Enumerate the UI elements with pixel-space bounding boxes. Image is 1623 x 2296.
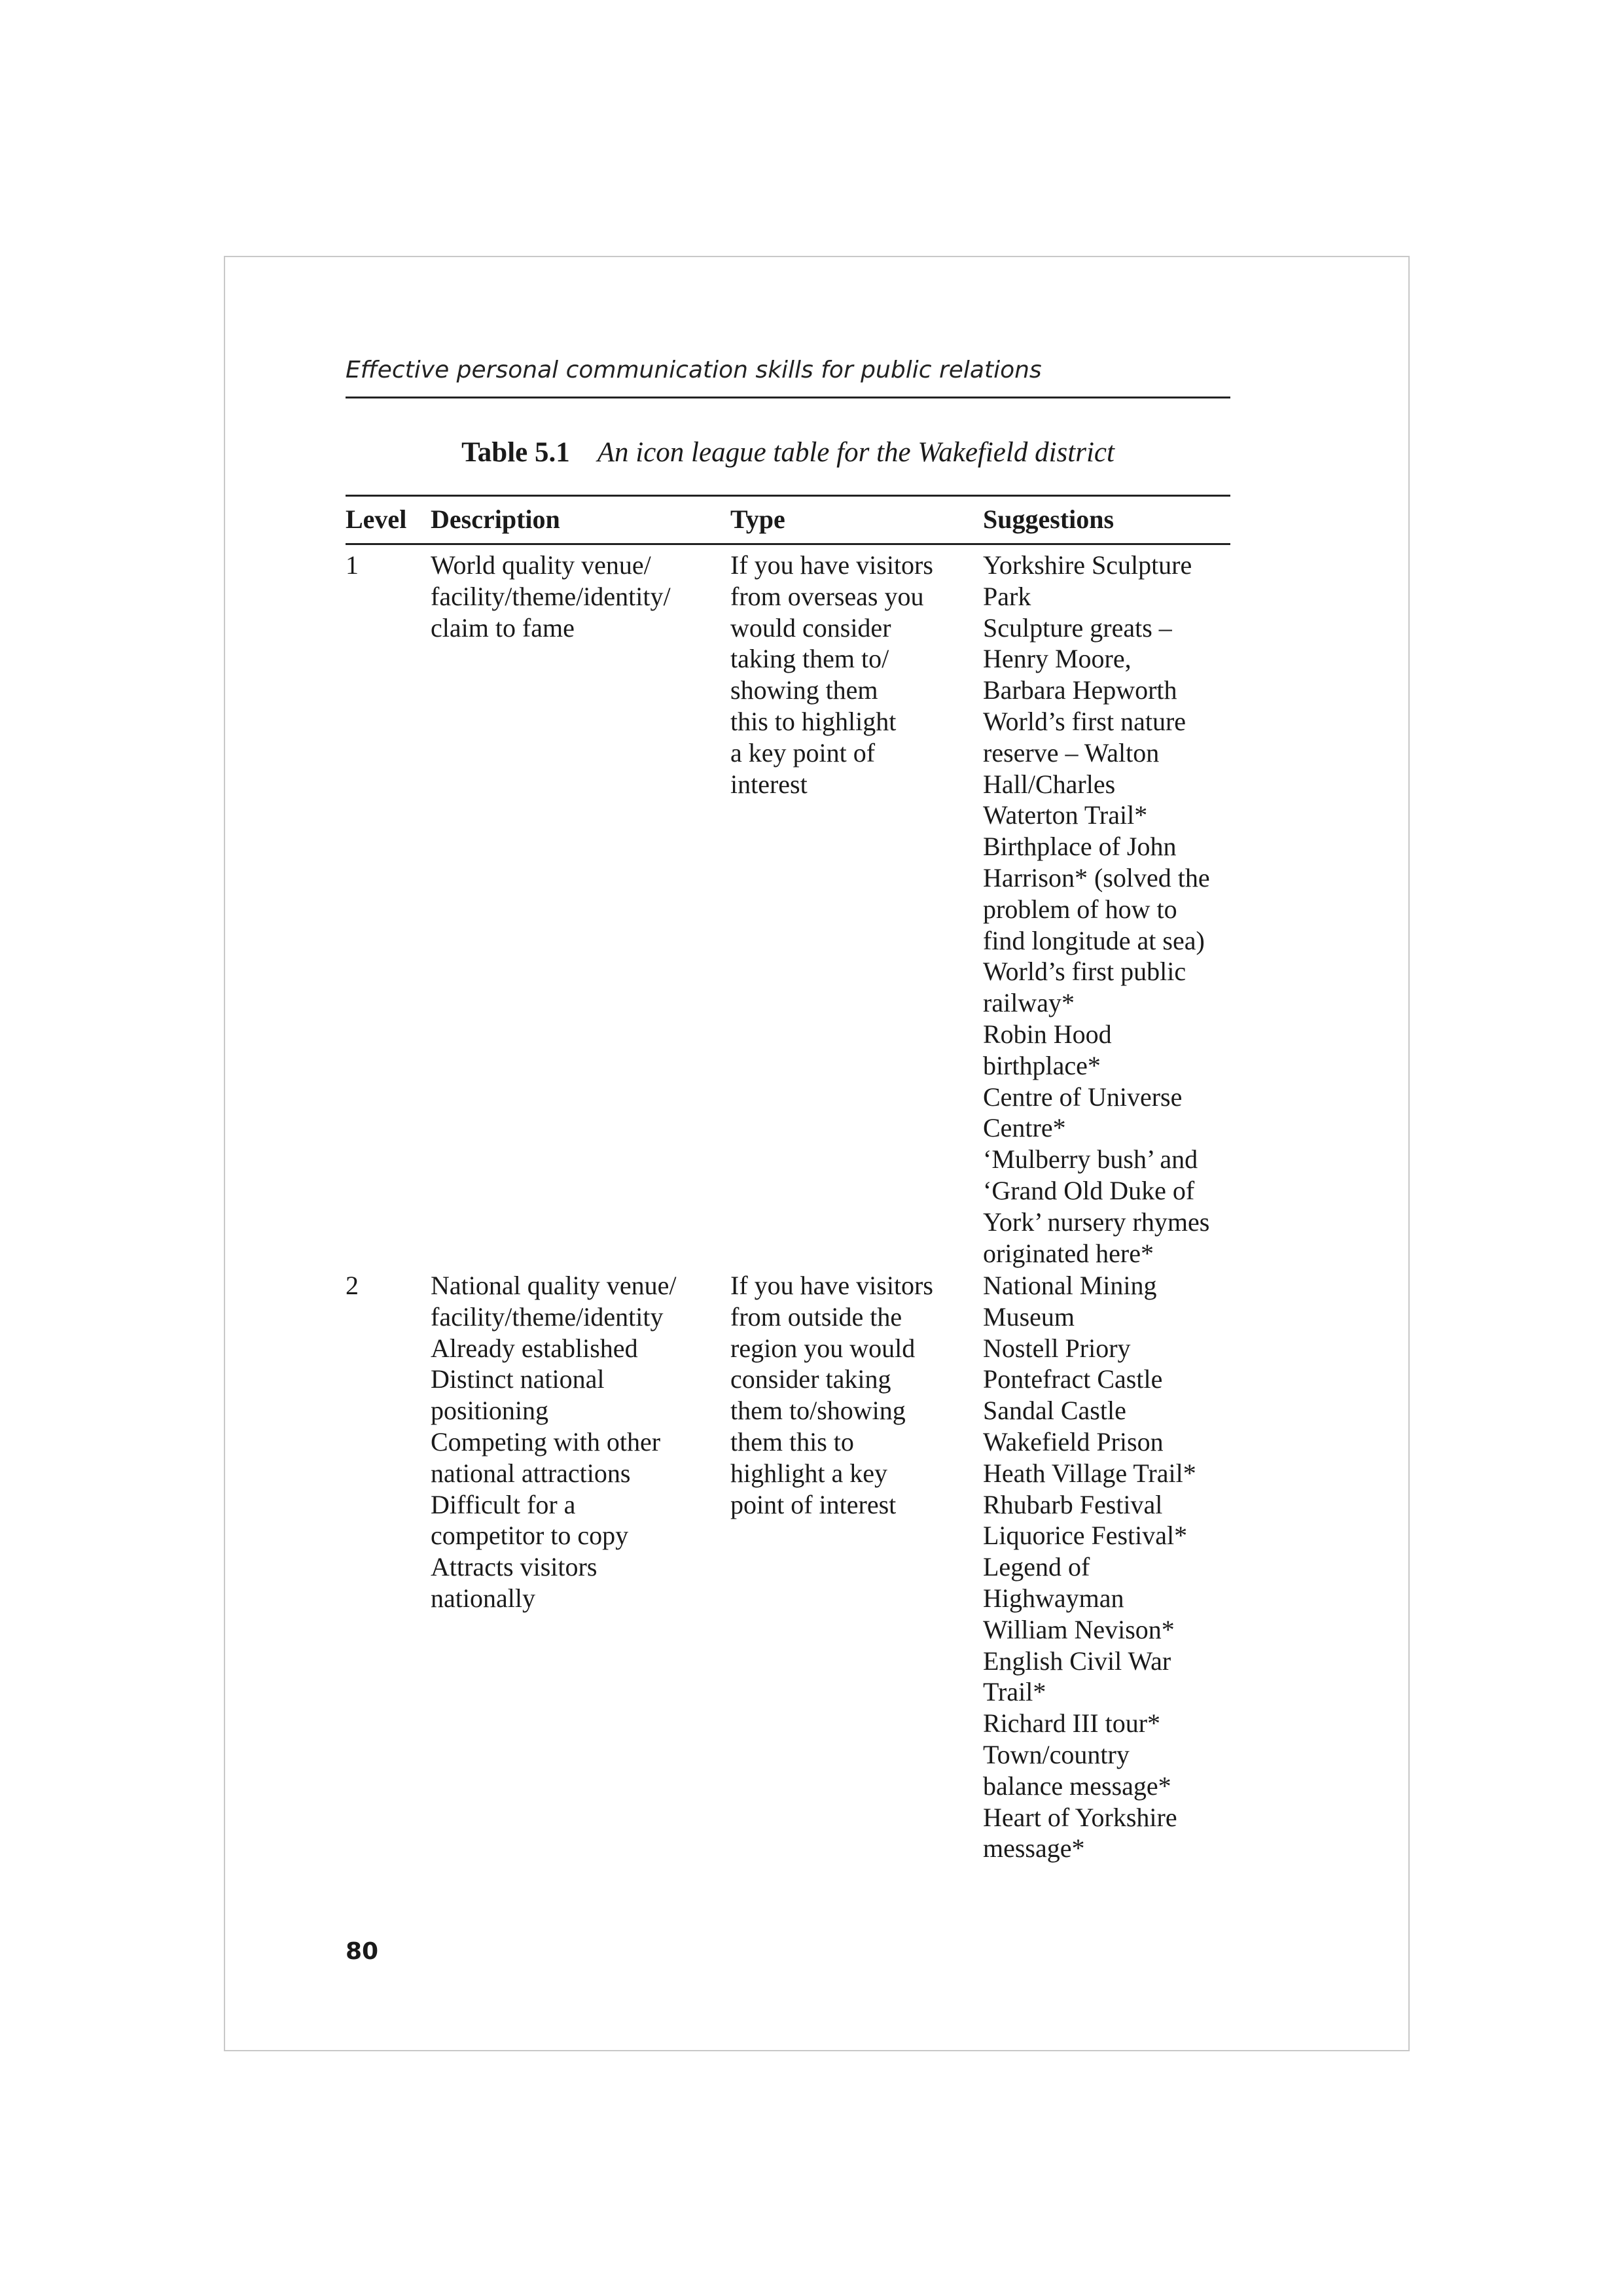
table-caption-title: An icon league table for the Wakefield district [597, 437, 1115, 468]
header-rule [346, 397, 1230, 398]
row-2-type: If you have visitors from outside the region you would consider taking them to/showing them this to highlight a key point of interest [730, 1271, 933, 1519]
row-2-level: 2 [346, 1271, 359, 1300]
row-1-suggestions: Yorkshire Sculpture Park Sculpture greats – Henry Moore, Barbara Hepworth World’s first nature reserve – Walton Hall/Charles Waterton Trail* Birthplace of John Harrison* (solved the problem of how to find longitude at sea) World’s first public railway* Robin Hood birthplace* Centre of Universe Centre* ‘Mulberry bush’ and ‘Grand Old Duke of York’ nursery rhymes originated here* [983, 550, 1210, 1268]
table-caption-label: Table 5.1 [461, 437, 570, 468]
running-head: Effective personal communication skills for public relations [346, 357, 1042, 383]
column-header-type: Type [730, 504, 785, 534]
table-top-rule [346, 495, 1230, 497]
row-1-level: 1 [346, 550, 359, 580]
column-header-level: Level [346, 504, 407, 534]
table-header-rule [346, 543, 1230, 545]
row-1-description: World quality venue/ facility/theme/identity/ claim to fame [431, 550, 671, 643]
row-2-description: National quality venue/ facility/theme/identity Already established Distinct national positioning Competing with other national attractions Difficult for a competitor to copy Attracts visitors nationally [431, 1271, 677, 1613]
row-2-suggestions: National Mining Museum Nostell Priory Pontefract Castle Sandal Castle Wakefield Prison Heath Village Trail* Rhubarb Festival Liquorice Festival* Legend of Highwayman William Nevison* English Civil War Trail* Richard III tour* Town/country balance message* Heart of Yorkshire message* [983, 1271, 1196, 1863]
row-1-type: If you have visitors from overseas you would consider taking them to/ showing them this to highlight a key point of interest [730, 550, 933, 799]
column-header-description: Description [431, 504, 560, 534]
table-caption [346, 433, 1230, 472]
page-number: 80 [346, 1938, 379, 1965]
column-header-suggestions: Suggestions [983, 504, 1115, 534]
